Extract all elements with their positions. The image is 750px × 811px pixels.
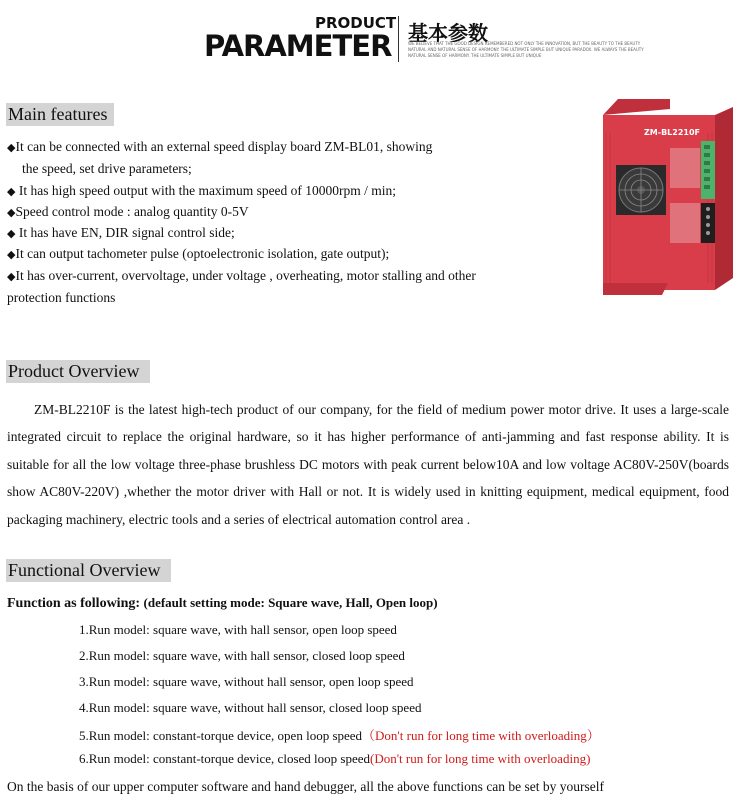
bullet-icon: ◆ — [7, 228, 16, 240]
run-mode-item: 2.Run model: square wave, with hall sensor, closed loop speed — [79, 648, 405, 663]
feature-item-1: ◆It can be connected with an external speed display board ZM-BL01, showing — [7, 139, 433, 154]
feature-item-6: ◆It has over-current, overvoltage, under voltage , overheating, motor stalling and other — [7, 268, 476, 283]
feature-item-6-cont: protection functions — [7, 290, 116, 305]
run-mode-item: 6.Run model: constant-torque device, closed loop speed(Don't run for long time with overloading) — [79, 751, 591, 766]
function-list-title: Function as following: (default setting mode: Square wave, Hall, Open loop) — [7, 595, 438, 611]
feature-item-1-cont: the speed, set drive parameters; — [22, 161, 192, 176]
motor-driver-image — [598, 93, 736, 298]
product-overview-paragraph: ZM-BL2210F is the latest high-tech product of our company, for the field of medium power motor drive. It uses a large-scale integrated circuit to replace the original hardware, so it has higher performance of anti-jamming and fast response ability. It is suitable for all the low voltage three-phase brushless DC motors with peak current below10A and low voltage AC80V-250V(boards show AC80V-220V) ,whether the motor driver with Hall or not. It is widely used in knitting equipment, medical equipment, food packaging machinery, electric tools and a series of electrical automation control area . — [7, 402, 729, 527]
header-divider — [398, 16, 399, 62]
bullet-icon: ◆ — [7, 142, 16, 154]
bullet-icon: ◆ — [7, 186, 16, 198]
bullet-icon: ◆ — [7, 249, 16, 261]
device-label: ZM-BL2210F — [643, 128, 701, 137]
main-features-heading: Main features — [6, 103, 114, 126]
run-mode-item: 3.Run model: square wave, without hall sensor, open loop speed — [79, 674, 414, 689]
run-mode-item: 4.Run model: square wave, without hall sensor, closed loop speed — [79, 700, 422, 715]
functional-overview-heading: Functional Overview — [6, 559, 171, 582]
header-product-word: PRODUCT — [315, 14, 397, 32]
bullet-icon: ◆ — [7, 207, 16, 219]
feature-item-2: ◆ It has high speed output with the maximum speed of 10000rpm / min; — [7, 183, 397, 198]
run-mode-item: 5.Run model: constant-torque device, open loop speed（Don't run for long time with overloading） — [79, 728, 600, 743]
page-header — [0, 0, 750, 80]
overload-warning: （Don't run for long time with overloading） — [362, 728, 600, 743]
bullet-icon: ◆ — [7, 271, 16, 283]
product-overview-heading: Product Overview — [6, 360, 150, 383]
header-chinese-title: 基本参数 — [408, 21, 488, 45]
header-fine-print: WE BELIEVE THAT THE GOOD DESIGN REMEMBERED NOT ONLY THE INNOVATION, BUT THE BEAUTY TO THE BEAUTY NATURAL AND NATURAL SENSE OF HARMONY. THE ULTIMATE SIMPLE BUT UNIQUE PARADOX. WE ALWAYS THE BEAUTY NATURAL SENSE OF HARMONY. THE ULTIMATE SIMPLE BUT UNIQUE — [408, 41, 644, 58]
configuration-note: On the basis of our upper computer software and hand debugger, all the above functions can be set by yourself — [7, 779, 605, 794]
feature-item-3: ◆Speed control mode : analog quantity 0-5V — [7, 204, 249, 219]
feature-item-4: ◆ It has have EN, DIR signal control side; — [7, 225, 235, 240]
feature-item-5: ◆It can output tachometer pulse (optoelectronic isolation, gate output); — [7, 246, 390, 261]
run-mode-item: 1.Run model: square wave, with hall sensor, open loop speed — [79, 622, 397, 637]
header-parameter-word: PARAMETER — [204, 29, 392, 63]
overload-warning: (Don't run for long time with overloading) — [369, 751, 591, 766]
